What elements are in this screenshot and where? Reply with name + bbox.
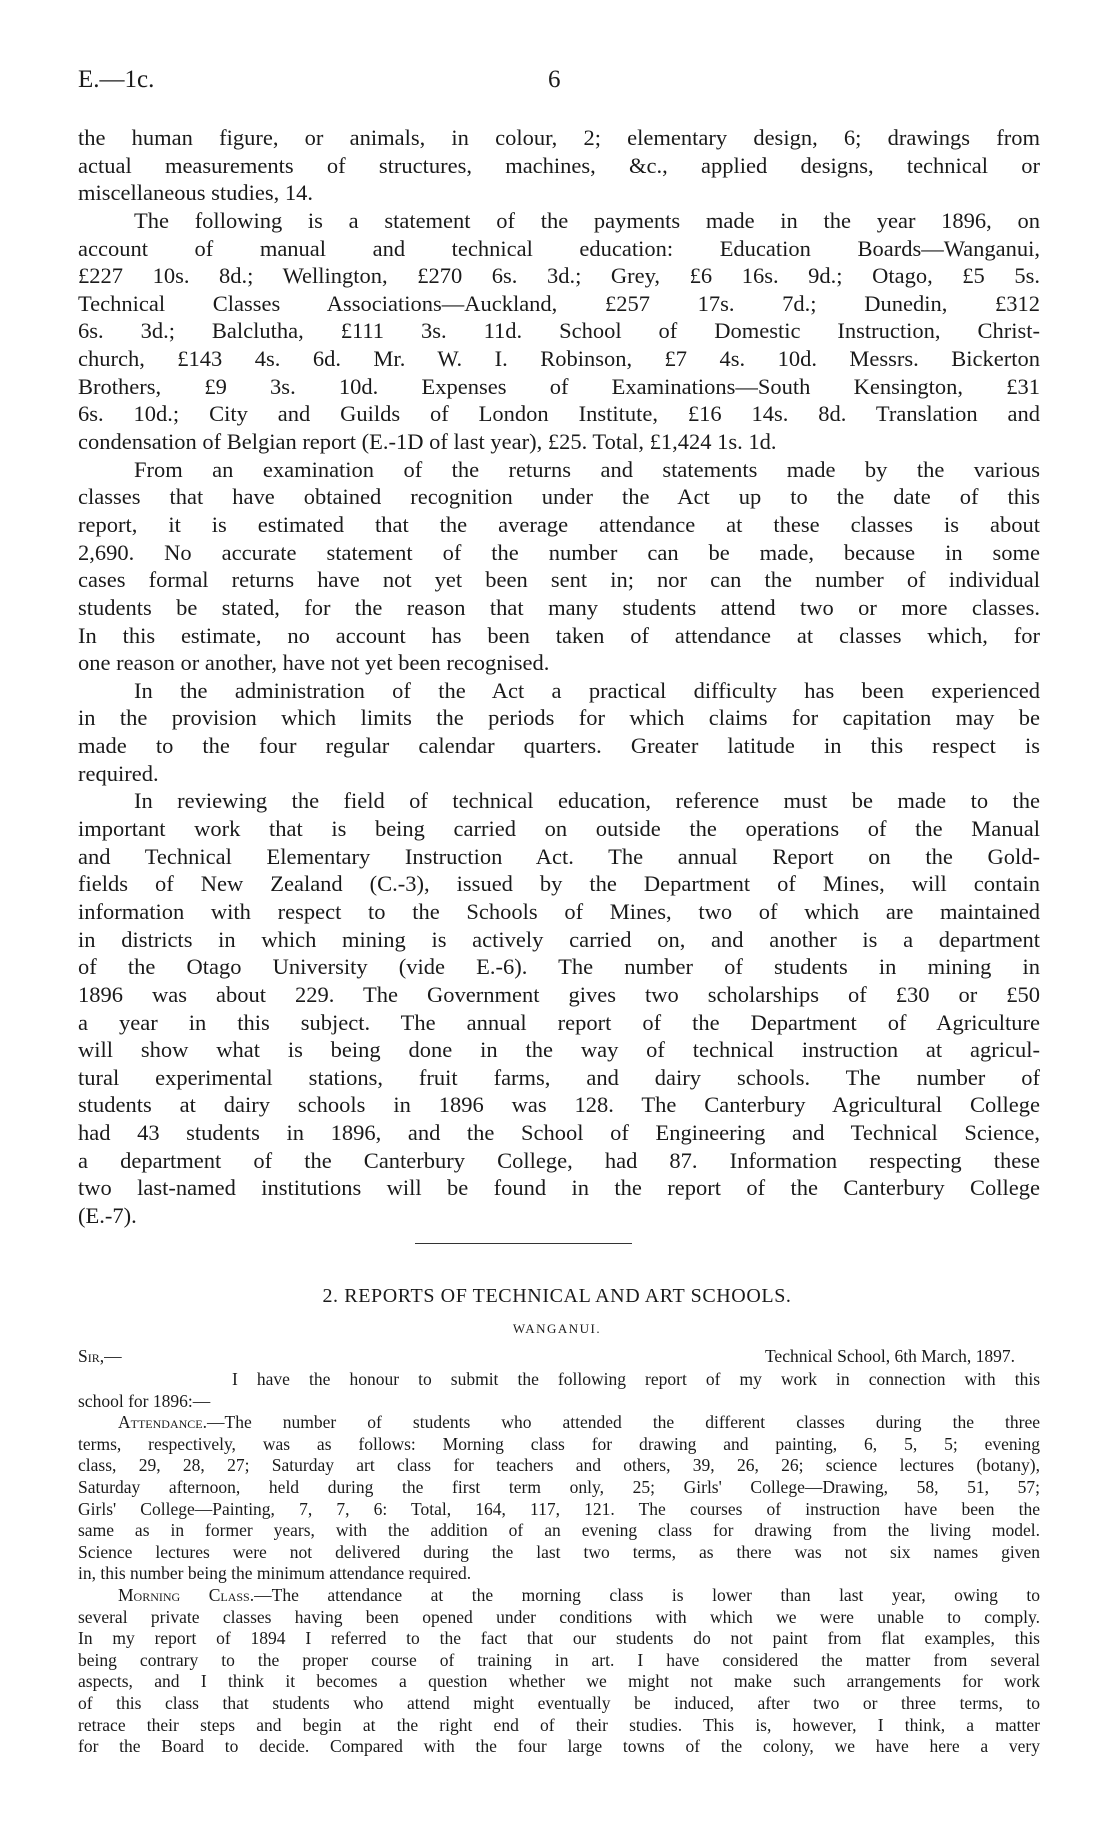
line-text: had 43 students in 1896, and the School of Engineering and Technical Science, bbox=[78, 1120, 1040, 1146]
text-line bbox=[78, 124, 1040, 152]
text-line bbox=[78, 1650, 1040, 1672]
text-line bbox=[78, 1369, 1040, 1391]
section-divider bbox=[415, 1243, 632, 1244]
line-text: tural experimental stations, fruit farms, and dairy schools. The number of bbox=[78, 1064, 1040, 1090]
line-text: the human figure, or animals, in colour, 2; elementary design, 6; drawings from bbox=[78, 125, 1040, 150]
text-line bbox=[78, 649, 1040, 677]
line-text: information with respect to the Schools of Mines, two of which are maintained bbox=[78, 898, 1040, 924]
text-line bbox=[78, 400, 1040, 428]
line-text: several private classes having been opened under conditions with which we were unable to comply. bbox=[78, 1606, 1040, 1627]
letter-header bbox=[78, 1346, 1015, 1367]
text-line bbox=[78, 235, 1040, 263]
text-line bbox=[78, 1147, 1040, 1175]
text-line bbox=[78, 317, 1040, 345]
line-text: a department of the Canterbury College, had 87. Information respecting these bbox=[78, 1147, 1040, 1173]
line-text: Technical Classes Associations—Auckland, £257 17s. 7d.; Dunedin, £312 bbox=[78, 290, 1040, 316]
line-text: Science lectures were not delivered during the last two terms, as there was not six names given bbox=[78, 1541, 1040, 1562]
text-line bbox=[78, 1455, 1040, 1477]
text-line bbox=[78, 622, 1040, 650]
text-line bbox=[78, 704, 1040, 732]
text-line bbox=[78, 1563, 1040, 1585]
text-line bbox=[78, 1036, 1040, 1064]
page-number: 6 bbox=[548, 66, 561, 93]
line-text: miscellaneous studies, 14. bbox=[78, 180, 313, 206]
line-text: students be stated, for the reason that many students attend two or more classes. bbox=[78, 594, 1040, 620]
line-text: The number of students who attended the different classes during the three bbox=[224, 1412, 1040, 1433]
line-text: in districts in which mining is actively carried on, and another is a department bbox=[78, 926, 1040, 952]
text-line bbox=[78, 1693, 1040, 1715]
section-title: 2. REPORTS OF TECHNICAL AND ART SCHOOLS. bbox=[322, 1285, 792, 1307]
text-line bbox=[78, 1174, 1040, 1202]
text-line bbox=[78, 732, 1040, 760]
line-text: will show what is being done in the way of technical instruction at agricul- bbox=[78, 1037, 1040, 1063]
line-text: for the Board to decide. Compared with the four large towns of the colony, we have here a very bbox=[78, 1736, 1040, 1757]
text-line bbox=[78, 898, 1040, 926]
line-text: report, it is estimated that the average attendance at these classes is about bbox=[78, 511, 1040, 537]
line-text: I have the honour to submit the following report of my work in connection with this bbox=[232, 1369, 1040, 1389]
line-text: terms, respectively, was as follows: Morning class for drawing and painting, 6, 5, 5; evening bbox=[78, 1433, 1040, 1454]
text-line bbox=[78, 1736, 1040, 1758]
text-line bbox=[78, 1412, 1040, 1434]
line-text: and Technical Elementary Instruction Act. The annual Report on the Gold- bbox=[78, 843, 1040, 869]
text-line bbox=[78, 1585, 1040, 1607]
text-line bbox=[78, 1064, 1040, 1092]
text-line bbox=[78, 1715, 1040, 1737]
line-text: 2,690. No accurate statement of the number can be made, because in some bbox=[78, 539, 1040, 565]
text-line bbox=[78, 1607, 1040, 1629]
line-text: school for 1896:— bbox=[78, 1390, 211, 1411]
text-line bbox=[78, 870, 1040, 898]
line-text: £227 10s. 8d.; Wellington, £270 6s. 3d.; Grey, £6 16s. 9d.; Otago, £5 5s. bbox=[78, 263, 1040, 289]
text-line bbox=[78, 1391, 1040, 1413]
paragraph bbox=[78, 677, 1040, 788]
line-text: The attendance at the morning class is lower than last year, owing to bbox=[271, 1584, 1040, 1605]
paragraph bbox=[78, 207, 1040, 456]
text-line bbox=[78, 1542, 1040, 1564]
paragraph bbox=[78, 124, 1040, 207]
line-text: students at dairy schools in 1896 was 128. The Canterbury Agricultural College bbox=[78, 1092, 1040, 1118]
line-text: of the Otago University (vide E.-6). The number of students in mining in bbox=[78, 954, 1040, 980]
paragraph bbox=[78, 787, 1040, 1229]
line-text: two last-named institutions will be found in the report of the Canterbury College bbox=[78, 1175, 1040, 1201]
line-text: retrace their steps and begin at the right end of their studies. This is, however, I think, a matter bbox=[78, 1714, 1040, 1735]
line-text: Brothers, £9 3s. 10d. Expenses of Examinations—South Kensington, £31 bbox=[78, 373, 1040, 399]
line-text: same as in former years, with the addition of an evening class for drawing from the living model. bbox=[78, 1520, 1040, 1541]
line-text: Saturday afternoon, held during the first term only, 25; Girls' College—Drawing, 58, 51, 57; bbox=[78, 1476, 1040, 1497]
paragraph-lead: Attendance.— bbox=[118, 1412, 225, 1433]
body-text bbox=[78, 124, 1040, 1230]
line-text: 1896 was about 229. The Government gives two scholarships of £30 or £50 bbox=[78, 981, 1040, 1007]
text-line bbox=[78, 760, 1040, 788]
text-line bbox=[78, 1477, 1040, 1499]
line-text: actual measurements of structures, machines, &c., applied designs, technical or bbox=[78, 152, 1040, 178]
text-line bbox=[78, 345, 1040, 373]
text-line bbox=[78, 483, 1040, 511]
line-text: cases formal returns have not yet been sent in; nor can the number of individual bbox=[78, 567, 1040, 593]
line-text: church, £143 4s. 6d. Mr. W. I. Robinson, £7 4s. 10d. Messrs. Bickerton bbox=[78, 346, 1040, 372]
text-line bbox=[78, 1091, 1040, 1119]
line-text: fields of New Zealand (C.-3), issued by the Department of Mines, will contain bbox=[78, 871, 1040, 897]
report-place-heading: WANGANUI. bbox=[512, 1321, 602, 1336]
text-line bbox=[78, 1202, 1040, 1230]
text-line bbox=[78, 1628, 1040, 1650]
dateline: Technical School, 6th March, 1897. bbox=[764, 1346, 1015, 1366]
line-text: In the administration of the Act a practical difficulty has been experienced bbox=[134, 677, 1040, 703]
text-line bbox=[78, 290, 1040, 318]
line-text: in the provision which limits the periods for which claims for capitation may be bbox=[78, 705, 1040, 731]
line-text: From an examination of the returns and statements made by the various bbox=[134, 456, 1040, 482]
text-line bbox=[78, 843, 1040, 871]
line-text: classes that have obtained recognition under the Act up to the date of this bbox=[78, 484, 1040, 510]
salutation: Sir,— bbox=[78, 1346, 122, 1366]
paragraph bbox=[78, 1412, 1040, 1585]
text-line bbox=[78, 262, 1040, 290]
text-line bbox=[78, 953, 1040, 981]
text-line bbox=[78, 1009, 1040, 1037]
text-line bbox=[78, 152, 1040, 180]
line-text: class, 29, 28, 27; Saturday art class for teachers and others, 39, 26, 26; science lectures (botany), bbox=[78, 1455, 1040, 1476]
line-text: In reviewing the field of technical education, reference must be made to the bbox=[134, 788, 1040, 814]
text-line bbox=[78, 511, 1040, 539]
line-text: one reason or another, have not yet been recognised. bbox=[78, 650, 550, 676]
text-line bbox=[78, 539, 1040, 567]
text-line bbox=[78, 1499, 1040, 1521]
text-line bbox=[78, 787, 1040, 815]
text-line bbox=[78, 594, 1040, 622]
line-text: of this class that students who attend might eventually be induced, after two or three terms, to bbox=[78, 1692, 1040, 1713]
line-text: account of manual and technical education: Education Boards—Wanganui, bbox=[78, 235, 1040, 261]
line-text: aspects, and I think it becomes a question whether we might not make such arrangements for work bbox=[78, 1671, 1040, 1692]
line-text: In my report of 1894 I referred to the fact that our students do not paint from flat examples, this bbox=[78, 1628, 1040, 1649]
paragraph-lead: Morning Class.— bbox=[118, 1584, 272, 1605]
line-text: a year in this subject. The annual report of the Department of Agriculture bbox=[78, 1009, 1040, 1035]
text-line bbox=[78, 815, 1040, 843]
line-text: important work that is being carried on outside the operations of the Manual bbox=[78, 816, 1040, 842]
text-line bbox=[78, 179, 1040, 207]
line-text: in, this number being the minimum attendance required. bbox=[78, 1563, 472, 1584]
line-text: being contrary to the proper course of training in art. I have considered the matter from several bbox=[78, 1649, 1040, 1670]
text-line bbox=[78, 456, 1040, 484]
line-text: In this estimate, no account has been taken of attendance at classes which, for bbox=[78, 622, 1040, 648]
line-text: The following is a statement of the payments made in the year 1896, on bbox=[134, 207, 1040, 233]
line-text: 6s. 10d.; City and Guilds of London Institute, £16 14s. 8d. Translation and bbox=[78, 401, 1040, 427]
line-text: Girls' College—Painting, 7, 7, 6: Total, 164, 117, 121. The courses of instruction have been the bbox=[78, 1498, 1040, 1519]
line-text: required. bbox=[78, 760, 159, 786]
paragraph bbox=[78, 1585, 1040, 1758]
text-line bbox=[78, 566, 1040, 594]
paragraph bbox=[78, 456, 1040, 677]
text-line bbox=[78, 1671, 1040, 1693]
paragraph bbox=[78, 1369, 1040, 1412]
line-text: (E.-7). bbox=[78, 1202, 137, 1228]
document-reference: E.—1c. bbox=[78, 66, 155, 93]
line-text: condensation of Belgian report (E.-1D of last year), £25. Total, £1,424 1s. 1d. bbox=[78, 429, 777, 455]
text-line bbox=[78, 981, 1040, 1009]
text-line bbox=[78, 428, 1040, 456]
text-line bbox=[78, 1434, 1040, 1456]
text-line bbox=[78, 677, 1040, 705]
line-text: 6s. 3d.; Balclutha, £111 3s. 11d. School of Domestic Instruction, Christ- bbox=[78, 318, 1040, 344]
line-text: made to the four regular calendar quarters. Greater latitude in this respect is bbox=[78, 733, 1040, 759]
text-line bbox=[78, 373, 1040, 401]
text-line bbox=[78, 1119, 1040, 1147]
text-line bbox=[78, 926, 1040, 954]
text-line bbox=[78, 207, 1040, 235]
report-text bbox=[78, 1369, 1040, 1758]
text-line bbox=[78, 1520, 1040, 1542]
